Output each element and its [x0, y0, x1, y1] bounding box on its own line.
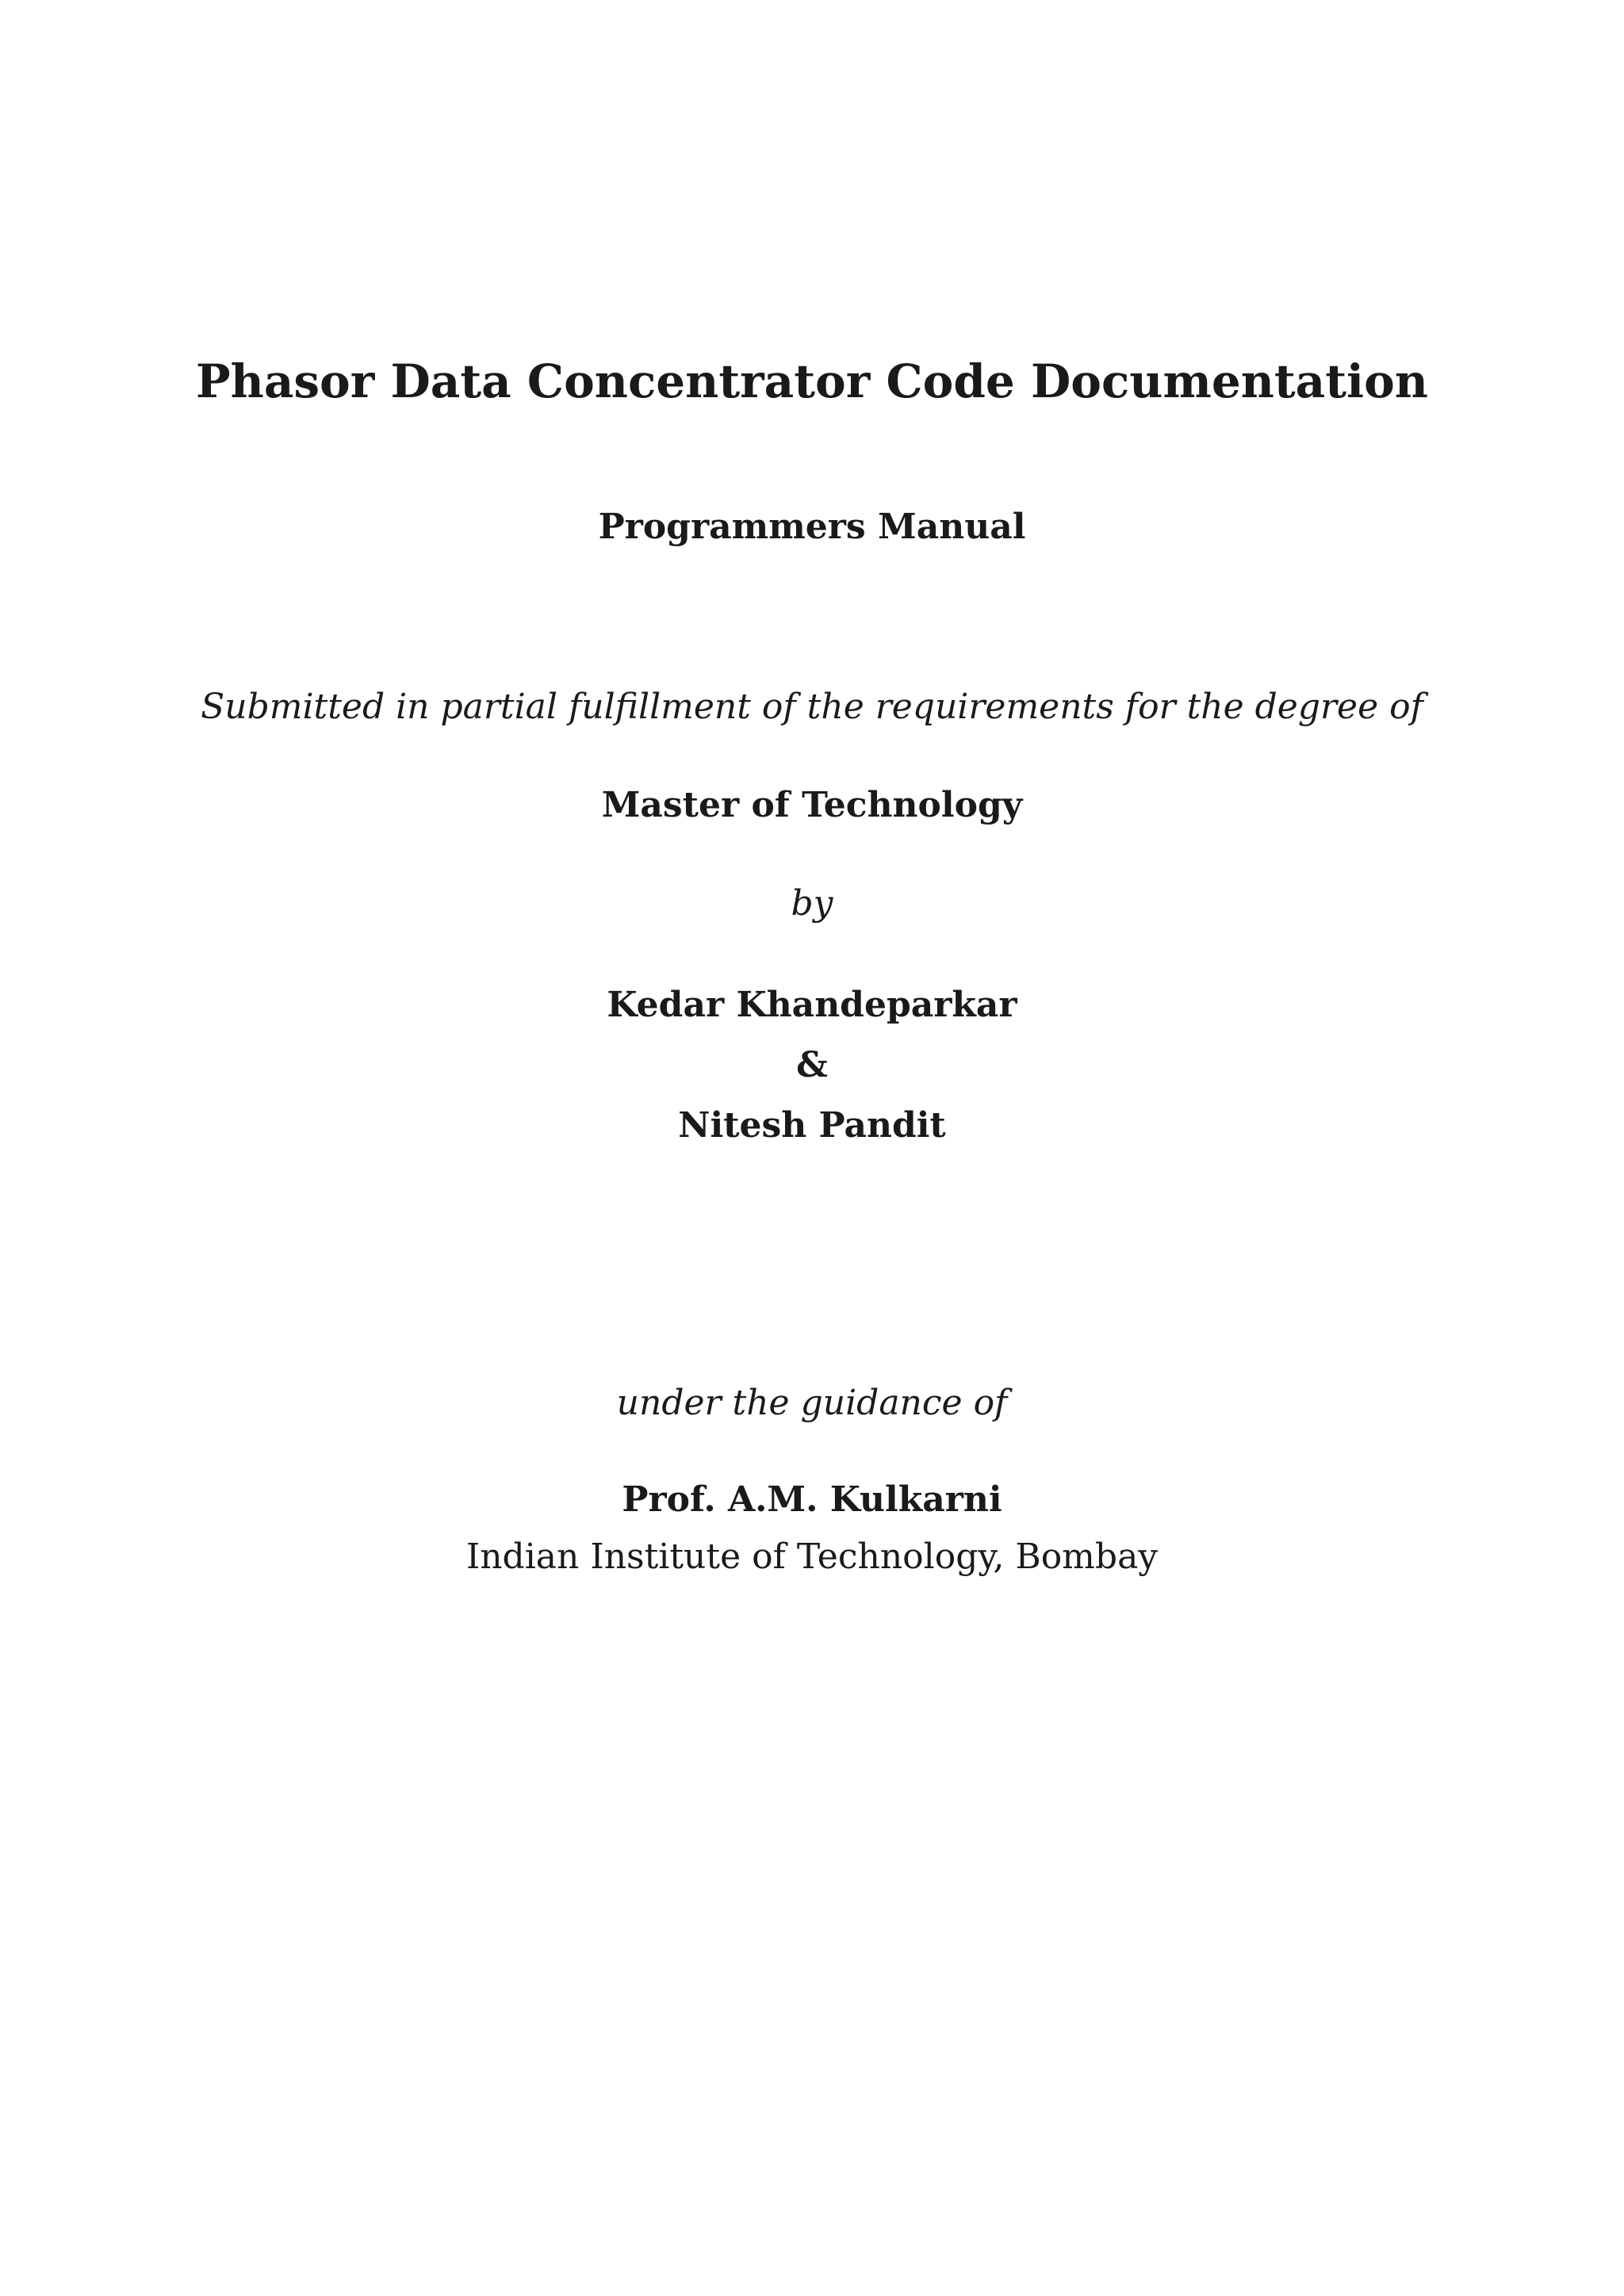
submission-statement: Submitted in partial fulfillment of the requirements for the degree of	[201, 687, 1423, 727]
guidance-statement: under the guidance of	[616, 1383, 1008, 1423]
author-separator: &	[796, 1045, 828, 1085]
author-name: Nitesh Pandit	[678, 1105, 946, 1146]
document-subtitle: Programmers Manual	[598, 507, 1026, 547]
author-name: Kedar Khandeparkar	[607, 985, 1017, 1025]
advisor-name: Prof. A.M. Kulkarni	[622, 1479, 1002, 1520]
institution-name: Indian Institute of Technology, Bombay	[465, 1536, 1159, 1577]
degree-name: Master of Technology	[601, 785, 1023, 825]
document-title: Phasor Data Concentrator Code Documentation	[196, 354, 1428, 408]
by-label: by	[791, 883, 833, 924]
